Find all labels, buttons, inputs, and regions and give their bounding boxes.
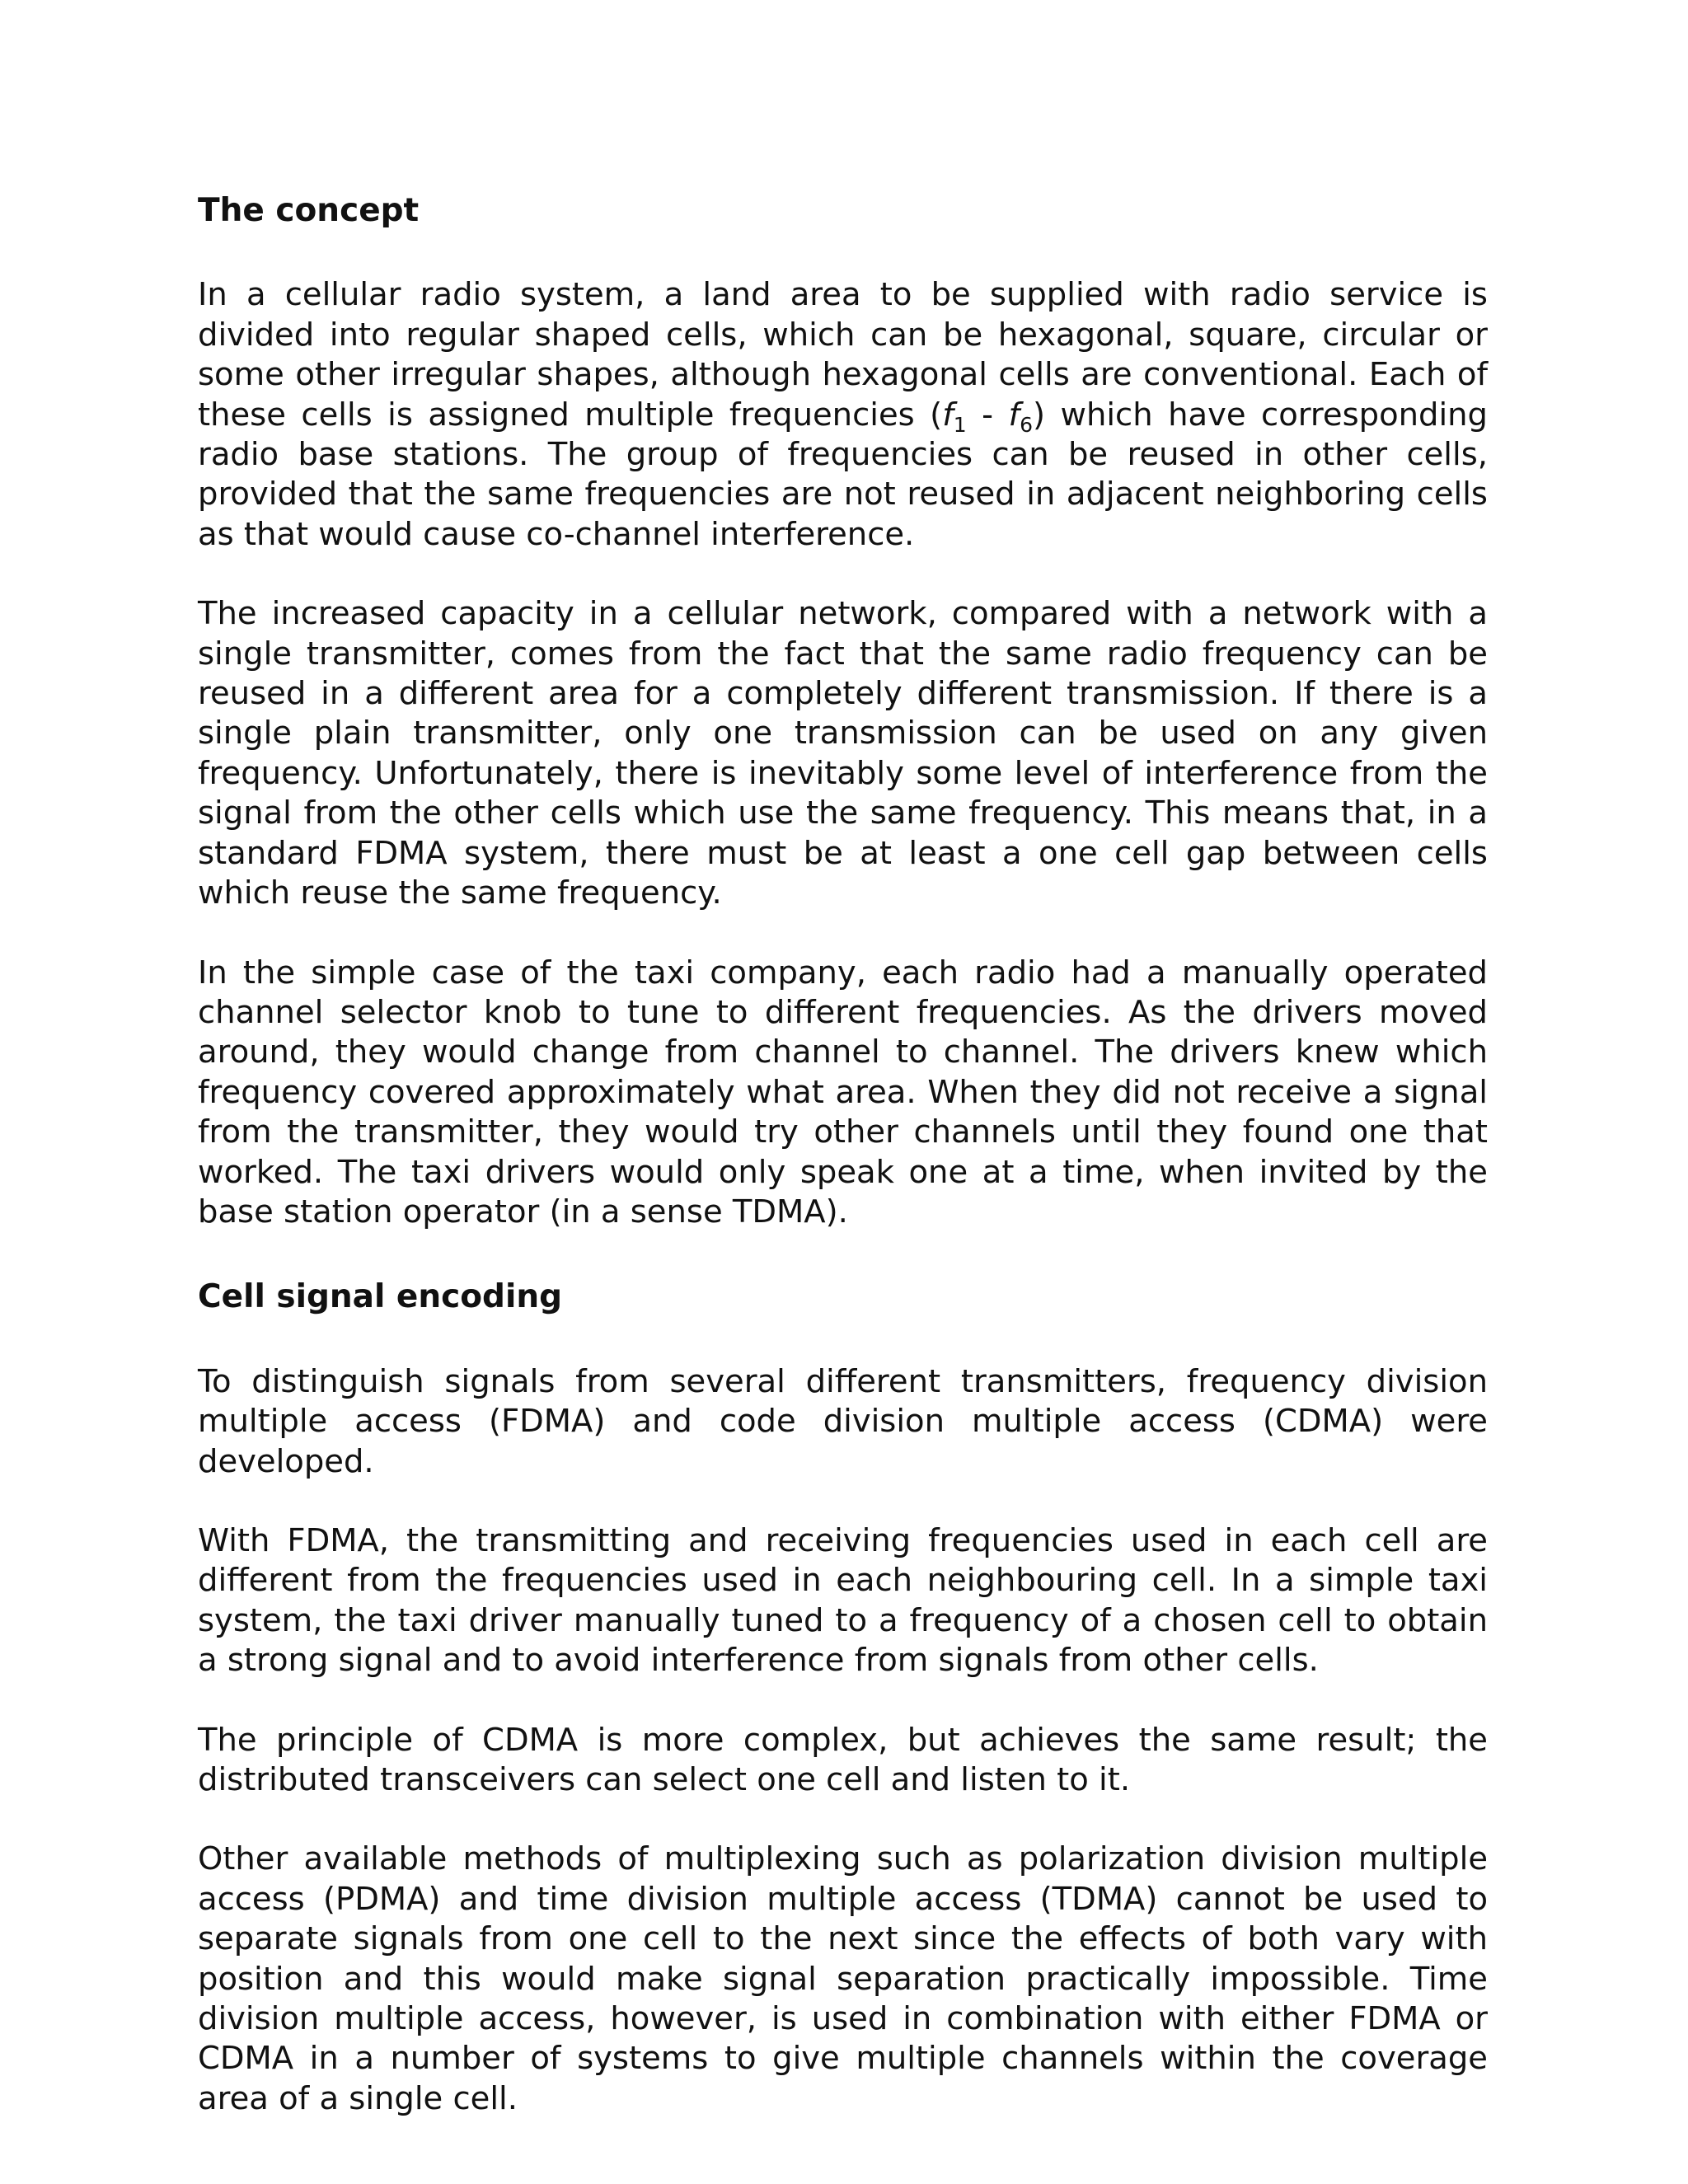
paragraph-text: In a cellular radio system, a land area to be supplied with radio service is divided into regular shaped cells, which can be hexagonal, square, circular or some other irregular shapes, although hexagonal cells are conventional. Each of these cells is assigned multiple frequencies ( (198, 276, 1488, 434)
frequency-symbol: f (942, 396, 954, 434)
paragraph-text: ) which have corresponding radio base stations. The group of frequencies can be reused in other cells, provided that the same frequencies are not reused in adjacent neighboring cells as that would cause co-channel interference. (198, 396, 1488, 553)
spacer (198, 914, 1488, 954)
paragraph-cellular-system (198, 275, 1488, 555)
paragraph-distinguish-signals: To distinguish signals from several different transmitters, frequency division multiple access (FDMA) and code division multiple access (CDMA) were developed. (198, 1362, 1488, 1480)
spacer (198, 1318, 1488, 1362)
range-dash: - (966, 396, 1009, 434)
paragraph-taxi-company: In the simple case of the taxi company, each radio had a manually operated channel selector knob to tune to different frequencies. As the drivers moved around, they would change from channel to channel. The drivers knew which frequency covered approximately what area. When they did not receive a signal from the transmitter, they would try other channels until they found one that worked. The taxi drivers would only speak one at a time, when invited by the base station operator (in a sense TDMA). (198, 954, 1488, 1230)
paragraph-increased-capacity: The increased capacity in a cellular network, compared with a network with a single transmitter, comes from the fact that the same radio frequency can be reused in a different area for a completely different transmission. If there is a single plain transmitter, only one transmission can be used on any given frequency. Unfortunately, there is inevitably some level of interference from the signal from the other cells which use the same frequency. This means that, in a standard FDMA system, there must be at least a one cell gap between cells which reuse the same frequency. (198, 595, 1488, 912)
spacer (198, 1800, 1488, 1840)
spacer (198, 555, 1488, 594)
paragraph-cdma: The principle of CDMA is more complex, but achieves the same result; the distributed transceivers can select one cell and listen to it. (198, 1721, 1488, 1798)
frequency-subscript: 6 (1020, 412, 1033, 437)
paragraph-fdma: With FDMA, the transmitting and receiving frequencies used in each cell are different from the frequencies used in each neighbouring cell. In a simple taxi system, the taxi driver manually tuned to a frequency of a chosen cell to obtain a strong signal and to avoid interference from signals from other cells. (198, 1521, 1488, 1680)
document-page (198, 191, 1488, 2119)
spacer (198, 1681, 1488, 1721)
frequency-symbol: f (1008, 396, 1020, 434)
paragraph-other-methods: Other available methods of multiplexing such as polarization division multiple access (PDMA) and time division multiple access (TDMA) cannot be used to separate signals from one cell to the next since the effects of both vary with position and this would make signal separation practically impossible. Time division multiple access, however, is used in combination with either FDMA or CDMA in a number of systems to give multiple channels within the coverage area of a single cell. (198, 1840, 1488, 2117)
spacer (198, 1232, 1488, 1277)
frequency-subscript: 1 (953, 412, 967, 437)
section-heading-concept: The concept (198, 192, 420, 229)
spacer (198, 231, 1488, 275)
section-heading-cell-signal-encoding: Cell signal encoding (198, 1278, 563, 1316)
spacer (198, 1482, 1488, 1521)
